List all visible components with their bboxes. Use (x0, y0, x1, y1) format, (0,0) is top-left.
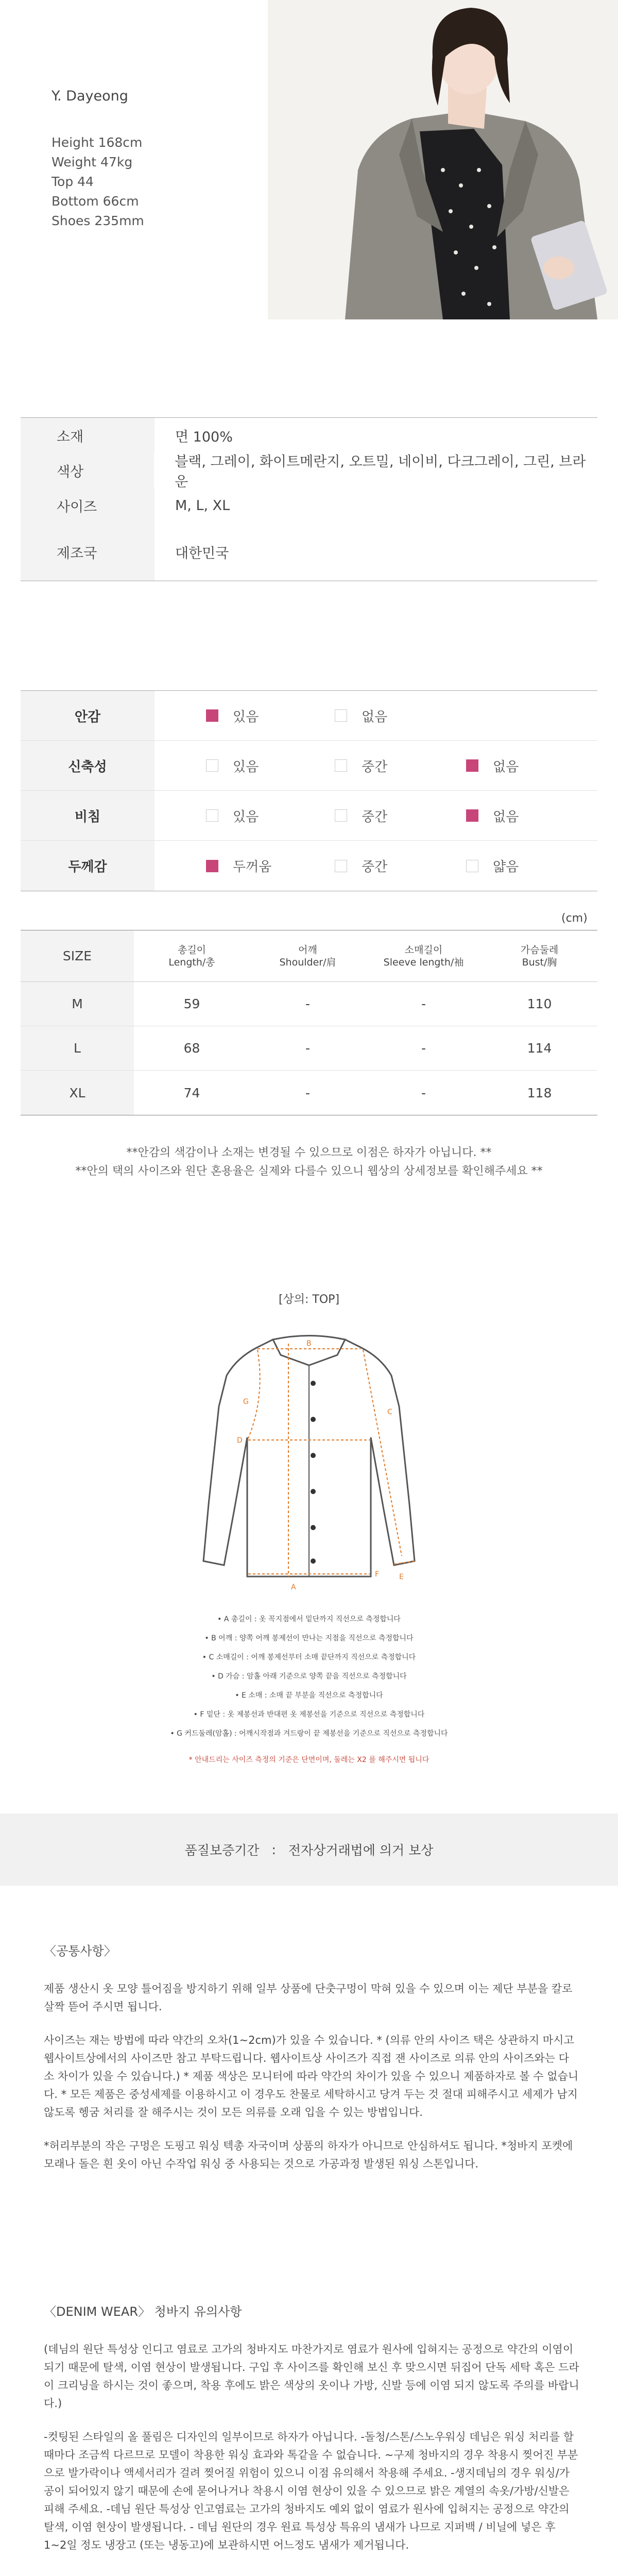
feature-label: 두께감 (21, 841, 154, 891)
legend-warning: * 안내드리는 사이즈 측정의 기준은 단면이며, 둘레는 X2 를 해주시면 됩니다 (188, 1756, 430, 1764)
feature-option-label: 없음 (362, 709, 388, 725)
checkbox-icon (335, 860, 347, 872)
warranty-separator: : (271, 1842, 276, 1857)
size-cell: 74 (183, 1085, 200, 1100)
size-cell: - (421, 996, 426, 1011)
feature-option (206, 691, 259, 740)
model-section (0, 0, 618, 319)
notice-paragraph: 사이즈는 재는 방법에 따라 약간의 오차(1~2cm)가 있을 수 있습니다. * (의류 안의 사이즈 택은 상관하지 마시고 웹사이트상에서의 사이즈만 참고 부탁드립니다. 웹사이트상 사이즈가 직접 잰 사이즈로 의류 안의 사이즈와는 다소 차이가 있을 수 있습니다.) * 제품 색상은 모니터에 따라 약간의 차이가 있을 수 있으니 제품하자로 볼 수 없습니다. * 모든 제품은 중성세제를 이용하시고 이 경우도 찬물로 세탁하시고 당겨 두는 것 절대 피해주시고 세제가 남지 않도록 헹굼 처리를 잘 해주시는 것이 모든 의류를 오래 입을 수 있는 방법입니다. (44, 2034, 579, 2119)
size-header-ko: 어깨 (298, 944, 317, 956)
feature-options (154, 691, 597, 740)
notice-title: 〈DENIM WEAR〉 청바지 유의사항 (44, 2304, 242, 2319)
legend-item: • G 커드둘레(암홀) : 어깨시작점과 겨드랑이 끝 제봉선을 기준으로 직선으로 측정합니다 (170, 1730, 448, 1738)
checkbox-icon (466, 759, 478, 772)
feature-row-stretch (21, 741, 597, 791)
feature-options (154, 791, 597, 840)
shirt-measurement-diagram (185, 1319, 433, 1607)
feature-row-lining (21, 691, 597, 741)
size-row-m (21, 982, 597, 1026)
info-value: M, L, XL (175, 497, 230, 514)
feature-option-label: 없음 (493, 759, 519, 775)
info-label: 소재 (21, 418, 154, 453)
info-label: 제조국 (21, 523, 154, 581)
feature-option-label: 두꺼움 (233, 859, 272, 875)
feature-label: 비침 (21, 791, 154, 840)
letter-f: F (375, 1570, 380, 1579)
product-info-table (21, 417, 597, 581)
feature-row-sheer (21, 791, 597, 841)
model-info (52, 87, 144, 231)
model-name: Y. Dayeong (52, 88, 128, 104)
size-header-ko: 가슴둘레 (520, 944, 559, 956)
feature-option-label: 중간 (362, 759, 388, 775)
feature-options (154, 841, 597, 891)
feature-options (154, 741, 597, 790)
size-cell: L (21, 1026, 134, 1070)
legend-item: • B 어깨 : 양쪽 어깨 봉제선이 만나는 지점을 직선으로 측정합니다 (204, 1634, 414, 1642)
feature-option-label: 없음 (493, 809, 519, 825)
feature-row-thickness (21, 841, 597, 891)
warranty-label: 품질보증기간 (184, 1843, 260, 1858)
notice-paragraph: -컷팅된 스타일의 올 풀림은 디자인의 일부이므로 하자가 아닙니다. -돌청/스톤/스노우워싱 데님은 워싱 처리를 할 때마다 조금씩 다르므로 모델이 착용한 워싱 효과와 톡같을 수 없습니다. ~구제 청바지의 경우 착용시 찢어진 부분으로 발가락이나 액세서리가 걸려 찢어질 위험이 있으니 이점 유의해서 착용해 주세요. -생지데님의 경우 워싱/가공이 되어있지 않기 때문에 손에 묻어나거나 착용시 이염 현상이 있을 수 있으므로 밝은 계열의 속옷/가방/신발은 피해 주세요. -데님 원단 특성상 인고염료는 고가의 청바지도 예외 없이 염료가 원사에 입혀지는 공정으로 약간의 탈색, 이염 현상이 발생됩니다. - 데님 원단의 경우 원료 특성상 특유의 냄새가 나므로 지퍼백 / 비닐에 넣은 후 1~2일 정도 냉장고 (또는 냉동고)에 보관하시면 어느정도 냄새가 제거됩니다. (44, 2431, 578, 2551)
size-cell: - (421, 1085, 426, 1100)
size-cell: XL (21, 1071, 134, 1115)
size-header-en: Length/총 (168, 956, 215, 968)
note-line: **안의 택의 사이즈와 원단 혼용율은 실제와 다를수 있으니 웹상의 상세정보를 확인해주세요 ** (75, 1165, 543, 1178)
letter-e: E (399, 1573, 404, 1581)
feature-table (21, 690, 597, 891)
size-header-cell (250, 930, 366, 981)
size-cell: - (421, 1041, 426, 1056)
legend-item: • C 소매길이 : 어깨 봉제선부터 소매 끝단까지 직선으로 측정합니다 (202, 1653, 416, 1662)
size-cell: - (305, 1085, 311, 1100)
size-header-en: Bust/胸 (522, 956, 557, 968)
legend-item: • D 가슴 : 암홀 아래 기준으로 양쪽 끝을 직선으로 측정합니다 (211, 1672, 407, 1681)
legend-item: • F 밑단 : 옷 제봉선과 반대편 옷 제봉선을 기준으로 직선으로 측정합니다 (193, 1710, 425, 1719)
feature-option (466, 791, 519, 840)
legend-item: • A 총길이 : 옷 꼭지점에서 밑단까지 직선으로 측정합니다 (217, 1615, 401, 1623)
feature-option-label: 있음 (233, 809, 259, 825)
size-table-header (21, 930, 597, 982)
info-row-origin (21, 523, 597, 581)
size-cell: 68 (183, 1041, 200, 1056)
info-row-size (21, 488, 597, 523)
letter-c: C (387, 1408, 392, 1416)
size-unit: (cm) (561, 912, 588, 925)
letter-d: D (237, 1436, 243, 1445)
info-value: 면 100% (175, 429, 233, 445)
info-row-material (21, 418, 597, 453)
note-line: **안감의 색감이나 소재는 변경될 수 있으므로 이점은 하자가 아닙니다. ** (126, 1146, 492, 1159)
model-height: Height 168cm (52, 135, 143, 150)
feature-option (466, 741, 519, 790)
size-row-xl (21, 1071, 597, 1115)
size-notes (0, 1144, 618, 1181)
model-top-size: Top 44 (52, 174, 94, 189)
warranty-text: 전자상거래법에 의거 보상 (288, 1843, 434, 1858)
size-row-l (21, 1026, 597, 1071)
info-row-color (21, 453, 597, 488)
size-header-en: Sleeve length/袖 (383, 956, 464, 968)
letter-b: B (306, 1340, 312, 1348)
notice-paragraph: 제품 생산시 옷 모양 틀어짐을 방지하기 위해 일부 상품에 단춧구멍이 막혀 있을 수 있으며 이는 제단 부분을 칼로 살짝 뜯어 주시면 됩니다. (44, 1982, 573, 2013)
checkbox-icon (206, 860, 218, 872)
size-cell: 118 (527, 1085, 552, 1100)
feature-label: 안감 (21, 691, 154, 740)
denim-notice (44, 2303, 579, 2570)
info-value: 블랙, 그레이, 화이트메란지, 오트밀, 네이비, 다크그레이, 그린, 브라운 (175, 454, 586, 490)
size-cell: 59 (183, 996, 200, 1011)
model-bottom-size: Bottom 66cm (52, 194, 139, 209)
common-notice (44, 1942, 579, 2189)
feature-option (335, 841, 387, 891)
model-photo (268, 0, 618, 319)
info-label: 색상 (21, 453, 154, 488)
notice-paragraph: *허리부분의 작은 구멍은 도핑고 워싱 텍총 자국이며 상품의 하자가 아니므로 안심하셔도 됩니다. *청바지 포켓에 모래나 돌은 흰 옷이 아닌 수작업 워싱 중 사용되는 것으로 가공과정 발생된 워싱 스톤입니다. (44, 2140, 573, 2170)
size-cell: M (21, 982, 134, 1026)
size-cell: 114 (527, 1041, 552, 1056)
info-label: 사이즈 (21, 488, 154, 523)
feature-option (335, 791, 387, 840)
diagram-legend (0, 1610, 618, 1770)
feature-option-label: 중간 (362, 809, 388, 825)
size-header-ko: 소매길이 (404, 944, 443, 956)
feature-option (206, 741, 259, 790)
feature-option-label: 있음 (233, 759, 259, 775)
size-header-cell (366, 930, 482, 981)
checkbox-icon (335, 709, 347, 722)
checkbox-icon (206, 809, 218, 822)
notice-paragraph: (데님의 원단 특성상 인디고 염료로 고가의 청바지도 마찬가지로 염료가 원사에 입혀지는 공정으로 약간의 이염이 되기 때문에 탈색, 이염 현상이 발생됩니다. 구입 후 사이즈를 확인해 보신 후 맞으시면 뒤집어 단독 세탁 혹은 드라이 크리닝을 하시는 것이 좋으며, 착용 후에도 밝은 색상의 옷이나 가방, 신발 등에 이염 되지 않도록 주의를 바랍니다.) (44, 2343, 579, 2410)
model-weight: Weight 47kg (52, 155, 133, 170)
checkbox-icon (206, 759, 218, 772)
checkbox-icon (466, 860, 478, 872)
size-header-cell (134, 930, 250, 981)
size-header-cell (21, 930, 134, 981)
checkbox-icon (335, 759, 347, 772)
feature-option-label: 중간 (362, 859, 388, 875)
letter-g: G (243, 1398, 249, 1406)
size-cell: - (305, 996, 311, 1011)
model-shoe-size: Shoes 235mm (52, 213, 144, 228)
diagram-title: [상의: TOP] (278, 1293, 340, 1306)
size-cell: 110 (527, 996, 552, 1011)
size-header-ko: 총길이 (177, 944, 207, 956)
size-table (21, 930, 597, 1115)
size-header-en: Shoulder/肩 (279, 956, 336, 968)
info-value: 대한민국 (175, 545, 229, 562)
feature-option (335, 691, 387, 740)
checkbox-icon (206, 709, 218, 722)
checkbox-icon (335, 809, 347, 822)
feature-option (335, 741, 387, 790)
feature-option (206, 791, 259, 840)
shirt-diagram-svg (185, 1319, 433, 1607)
checkbox-icon (466, 809, 478, 822)
legend-item: • E 소매 : 소매 끝 부분을 직선으로 측정합니다 (235, 1691, 383, 1700)
notice-title: 〈공통사항〉 (44, 1944, 116, 1958)
letter-a: A (291, 1583, 296, 1591)
feature-label: 신축성 (21, 741, 154, 790)
feature-option (206, 841, 271, 891)
warranty-banner (0, 1814, 618, 1886)
feature-option-label: 있음 (233, 709, 259, 725)
size-header-ko: SIZE (62, 948, 92, 963)
size-header-cell (482, 930, 597, 981)
size-cell: - (305, 1041, 311, 1056)
feature-option (466, 841, 519, 891)
feature-option-label: 얇음 (493, 859, 519, 875)
